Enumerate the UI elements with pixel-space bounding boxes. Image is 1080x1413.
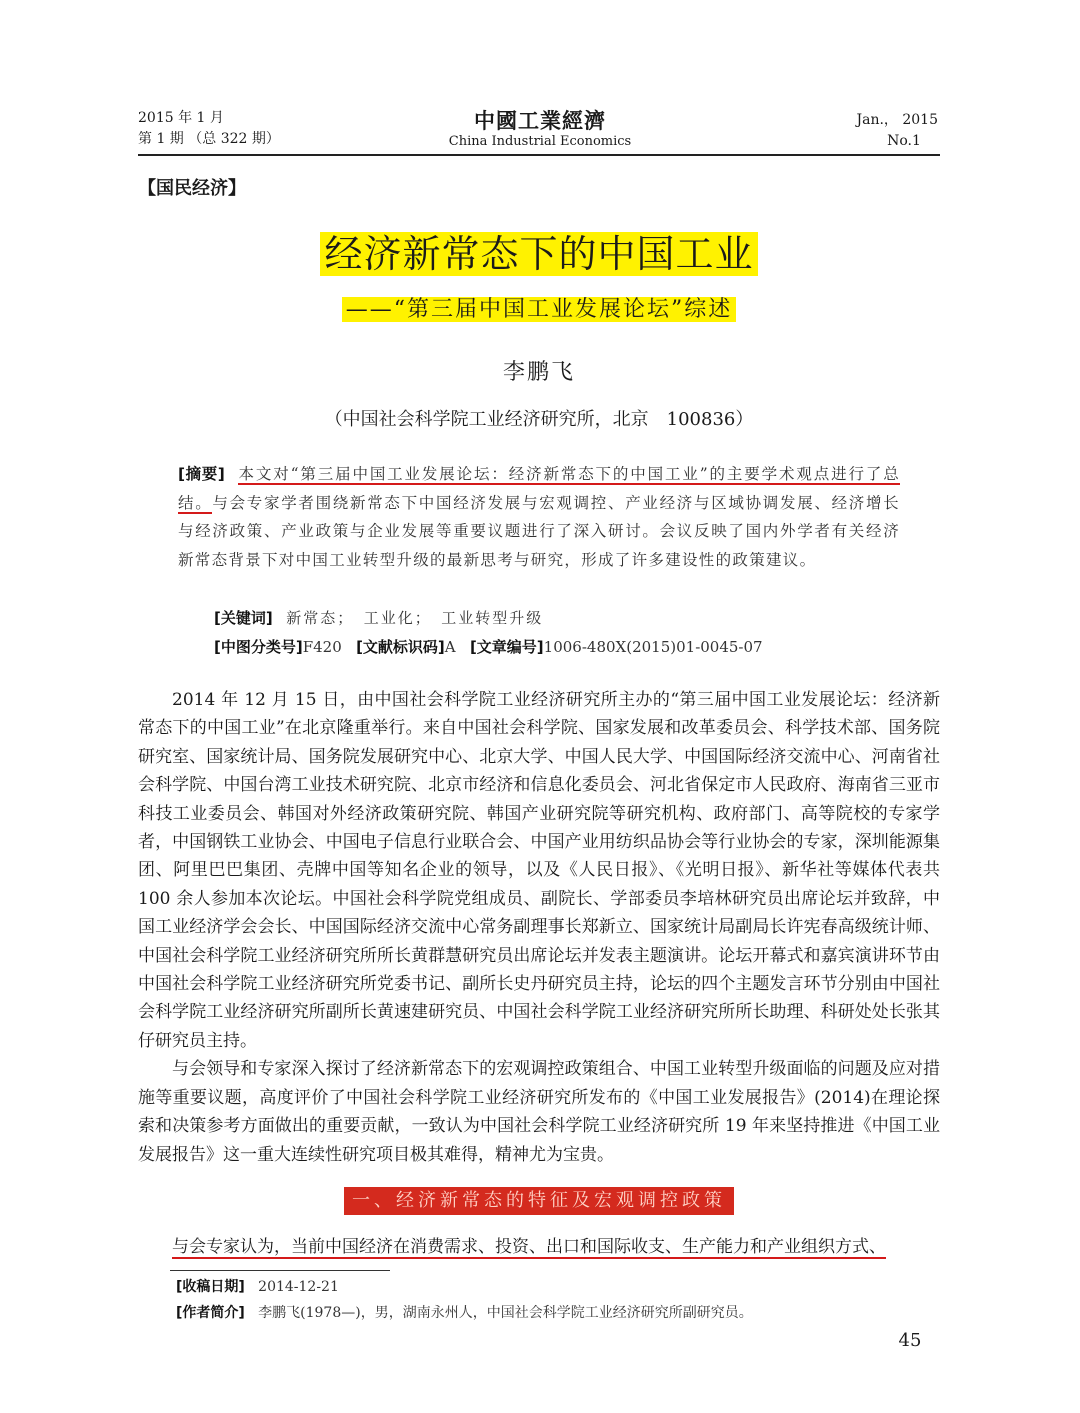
classification <box>214 633 763 661</box>
section-heading-text: 一、经济新常态的特征及宏观调控政策 <box>344 1187 734 1215</box>
keywords-text: 新常态； 工业化； 工业转型升级 <box>286 609 544 627</box>
journal-masthead <box>420 108 660 151</box>
header-issue-cn: 第 1 期 （总 322 期） <box>138 131 280 147</box>
column-tag: 【国民经济】 <box>138 178 246 199</box>
article-subtitle <box>138 294 940 326</box>
author-bio: 李鹏飞(1978—)，男，湖南永州人，中国社会科学院工业经济研究所副研究员。 <box>258 1305 753 1321</box>
article-number-value: 1006-480X(2015)01-0045-07 <box>543 638 763 656</box>
journal-title-en: China Industrial Economics <box>448 134 632 149</box>
article-subtitle-text: ——“第三届中国工业发展论坛”综述 <box>342 297 737 322</box>
footnote-rule <box>170 1270 390 1271</box>
footnote-received <box>176 1274 339 1300</box>
article-title <box>138 228 940 280</box>
author-name: 李鹏飞 <box>502 360 575 385</box>
abstract <box>178 460 900 574</box>
received-label: [收稿日期] <box>176 1279 245 1295</box>
article-title-text: 经济新常态下的中国工业 <box>320 232 757 276</box>
article-number-label: [文章编号] <box>469 638 544 656</box>
section-first-line <box>138 1233 940 1261</box>
header-date-en: Jan.， 2015 <box>856 112 938 128</box>
section-first-line-text: 与会专家认为，当前中国经济在消费需求、投资、出口和国际收支、生产能力和产业组织方式、 <box>172 1237 886 1257</box>
header-rule <box>138 154 940 156</box>
header-right <box>820 110 938 152</box>
clc-label: [中图分类号] <box>214 638 303 656</box>
author-affiliation: （中国社会科学院工业经济研究所，北京 100836） <box>324 409 754 430</box>
body-paragraph-1: 2014 年 12 月 15 日，由中国社会科学院工业经济研究所主办的“第三届中国工业发展论坛：经济新常态下的中国工业”在北京隆重举行。来自中国社会科学院、国家发展和改革委员会、科学技术部、国务院研究室、国家统计局、国务院发展研究中心、北京大学、中国人民大学、中国国际经济交流中心、河南省社会科学院、中国台湾工业技术研究院、北京市经济和信息化委员会、河北省保定市人民政府、海南省三亚市科技工业委员会、韩国对外经济政策研究院、韩国产业研究院等研究机构、政府部门、高等院校的专家学者，中国钢铁工业协会、中国电子信息行业联合会、中国产业用纺织品协会等行业协会的专家，深圳能源集团、阿里巴巴集团、壳牌中国等知名企业的领导，以及《人民日报》、《光明日报》、新华社等媒体代表共 100 余人参加本次论坛。中国社会科学院党组成员、副院长、学部委员李培林研究员出席论坛并致辞，中国工业经济学会会长、中国国际经济交流中心常务副理事长郑新立、国家统计局副局长许宪春高级统计师、中国社会科学院工业经济研究所所长黄群慧研究员出席论坛并发表主题演讲。论坛开幕式和嘉宾演讲环节由中国社会科学院工业经济研究所党委书记、副所长史丹研究员主持，论坛的四个主题发言环节分别由中国社会科学院工业经济研究所副所长黄速建研究员、中国社会科学院工业经济研究所所长助理、科研处处长张其仔研究员主持。 <box>138 690 940 1051</box>
abstract-underlined: 本文对“第三届中国工业发展论坛：经济新常态下的中国工业”的主要学术观点进行了总结。 <box>178 465 900 512</box>
clc-value: F420 <box>302 638 342 656</box>
article-body <box>138 686 940 1169</box>
keywords <box>214 604 543 632</box>
body-paragraph-2: 与会领导和专家深入探讨了经济新常态下的宏观调控政策组合、中国工业转型升级面临的问题及应对措施等重要议题，高度评价了中国社会科学院工业经济研究所发布的《中国工业发展报告》(2014)在理论探索和决策参考方面做出的重要贡献，一致认为中国社会科学院工业经济研究所 19 年来坚持推进《中国工业发展报告》这一重大连续性研究项目极其难得，精神尤为宝贵。 <box>138 1059 940 1165</box>
header-left <box>138 108 280 150</box>
header-issue-en: No.1 <box>887 133 921 149</box>
page-number: 45 <box>898 1330 922 1351</box>
journal-title-cn: 中國工業經濟 <box>474 108 606 133</box>
abstract-text: 与会专家学者围绕新常态下中国经济发展与宏观调控、产业经济与区域协调发展、经济增长与经济政策、产业政策与企业发展等重要议题进行了深入研讨。会议反映了国内外学者有关经济新常态背景下对中国工业转型升级的最新思考与研究，形成了许多建设性的政策建议。 <box>178 493 900 569</box>
section-heading <box>138 1187 940 1215</box>
doc-code-label: [文献标识码] <box>356 638 445 656</box>
keywords-label: [关键词] <box>214 609 273 627</box>
header-date-cn: 2015 年 1 月 <box>138 110 224 126</box>
received-date: 2014-12-21 <box>258 1279 339 1295</box>
doc-code-value: A <box>444 638 456 656</box>
author-bio-label: [作者简介] <box>176 1305 245 1321</box>
abstract-label: [摘要] <box>178 465 225 483</box>
footnote-author <box>176 1300 753 1326</box>
